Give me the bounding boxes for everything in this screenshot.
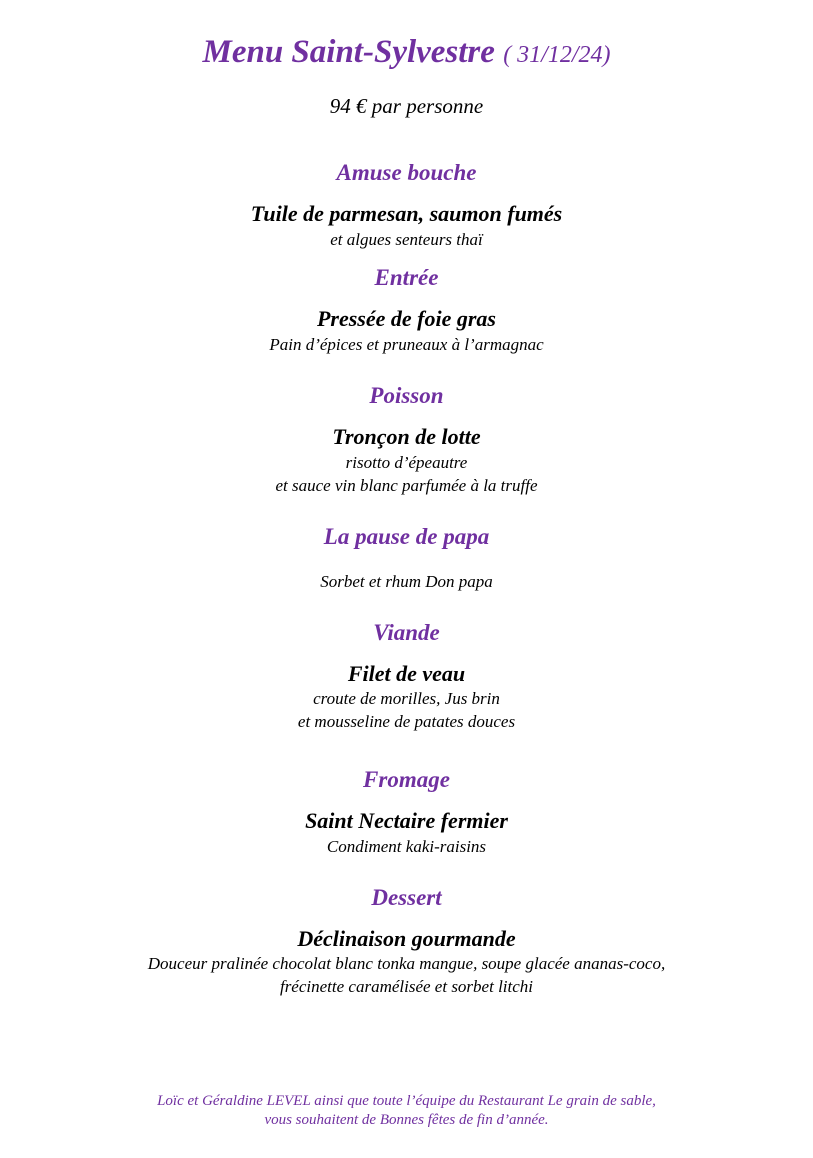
- dish-name-viande: Filet de veau: [347, 661, 466, 686]
- dish-description-line: Sorbet et rhum Don papa: [320, 572, 493, 591]
- dish-description-line: frécinette caramélisée et sorbet litchi: [279, 977, 534, 996]
- dish-description-line: et algues senteurs thaï: [330, 230, 483, 249]
- menu-title-text: Menu Saint-Sylvestre: [202, 34, 495, 70]
- dish-description-line: croute de morilles, Jus brin: [313, 689, 500, 708]
- dish-description-line: Condiment kaki-raisins: [326, 837, 487, 856]
- footer-greeting-line-2: vous souhaitent de Bonnes fêtes de fin d’année.: [264, 1112, 549, 1128]
- section-heading-pause-de-papa: La pause de papa: [323, 524, 490, 549]
- menu-date: ( 31/12/24): [503, 42, 611, 68]
- section-heading-amuse-bouche: Amuse bouche: [336, 160, 477, 185]
- section-heading-entree: Entrée: [374, 265, 439, 290]
- dish-name-dessert: Déclinaison gourmande: [297, 926, 516, 951]
- dish-name-fromage: Saint Nectaire fermier: [305, 808, 508, 833]
- footer-greeting-line-1: Loïc et Géraldine LEVEL ainsi que toute l’équipe du Restaurant Le grain de sable,: [157, 1093, 656, 1109]
- menu-price: 94 € par personne: [329, 94, 484, 118]
- dish-description-line: Douceur pralinée chocolat blanc tonka mangue, soupe glacée ananas-coco,: [147, 954, 666, 973]
- menu-title: [0, 36, 813, 69]
- dish-description-line: Pain d’épices et pruneaux à l’armagnac: [269, 335, 544, 354]
- dish-description-line: et mousseline de patates douces: [297, 712, 516, 731]
- section-heading-dessert: Dessert: [371, 885, 442, 910]
- section-heading-viande: Viande: [373, 620, 440, 645]
- dish-name-poisson: Tronçon de lotte: [332, 424, 481, 449]
- dish-name-entree: Pressée de foie gras: [316, 306, 496, 331]
- dish-description-line: risotto d’épeautre: [345, 453, 468, 472]
- dish-description-line: et sauce vin blanc parfumée à la truffe: [275, 476, 538, 495]
- section-heading-fromage: Fromage: [363, 767, 450, 792]
- dish-name-amuse-bouche: Tuile de parmesan, saumon fumés: [250, 201, 563, 226]
- section-heading-poisson: Poisson: [369, 383, 444, 408]
